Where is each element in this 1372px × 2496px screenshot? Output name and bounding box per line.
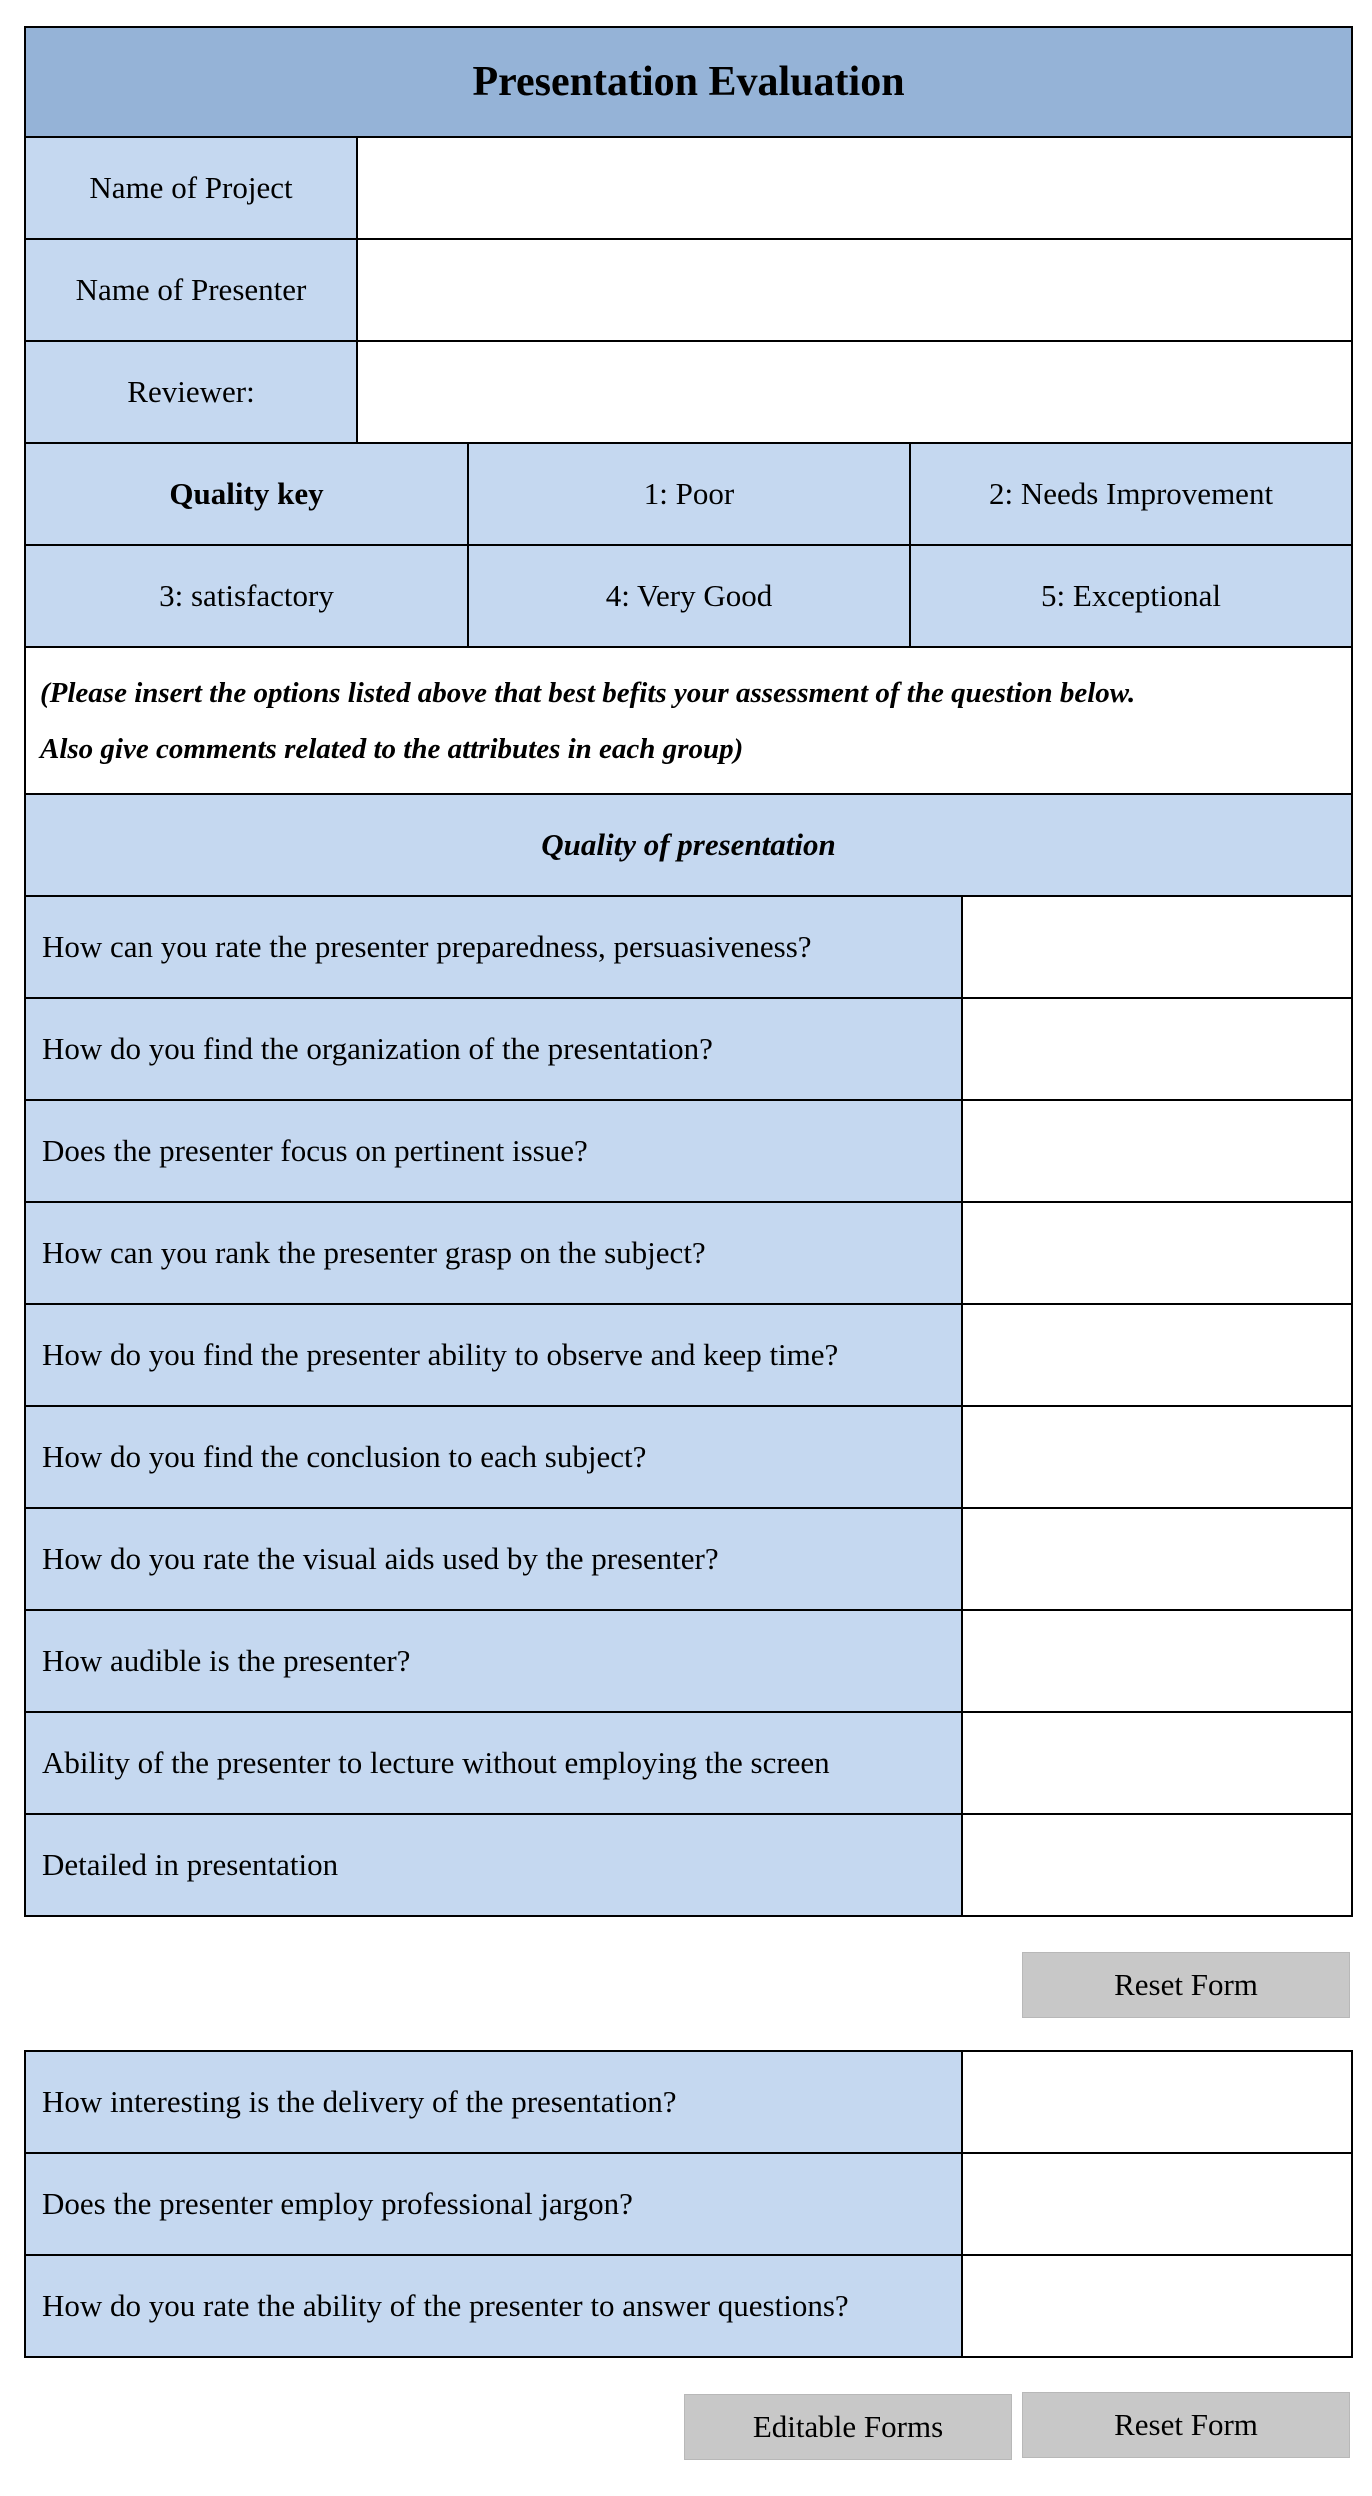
quality-key-option: 2: Needs Improvement [910,443,1352,545]
secondary-form-table [24,2050,1353,2358]
reviewer-label: Reviewer: [25,341,357,443]
question-answer-input[interactable] [962,998,1352,1100]
question-answer-input[interactable] [962,1202,1352,1304]
reset-form-button[interactable]: Reset Form [1022,2392,1350,2458]
question-label: How do you rate the visual aids used by the presenter? [25,1508,962,1610]
question-label: How interesting is the delivery of the presentation? [25,2051,962,2153]
project-name-input[interactable] [357,137,1352,239]
question-answer-input[interactable] [962,1406,1352,1508]
quality-key-option: 5: Exceptional [910,545,1352,647]
question-label: How can you rank the presenter grasp on the subject? [25,1202,962,1304]
presenter-name-label: Name of Presenter [25,239,357,341]
question-label: Does the presenter focus on pertinent issue? [25,1100,962,1202]
reset-form-button[interactable]: Reset Form [1022,1952,1350,2018]
reviewer-input[interactable] [357,341,1352,443]
instructions-note [25,647,1352,794]
question-answer-input[interactable] [962,2051,1352,2153]
question-label: How do you rate the ability of the presenter to answer questions? [25,2255,962,2357]
question-answer-input[interactable] [962,896,1352,998]
presenter-name-input[interactable] [357,239,1352,341]
quality-key-option: 4: Very Good [468,545,910,647]
project-name-label: Name of Project [25,137,357,239]
editable-forms-button[interactable]: Editable Forms [684,2394,1012,2460]
quality-key-heading: Quality key [25,443,468,545]
quality-key-option: 1: Poor [468,443,910,545]
quality-key-option: 3: satisfactory [25,545,468,647]
question-label: Detailed in presentation [25,1814,962,1916]
question-label: How can you rate the presenter preparedness, persuasiveness? [25,896,962,998]
question-answer-input[interactable] [962,1814,1352,1916]
main-form-table [24,26,1353,1917]
question-answer-input[interactable] [962,1610,1352,1712]
form-title: Presentation Evaluation [25,27,1352,137]
section-title: Quality of presentation [25,794,1352,896]
question-answer-input[interactable] [962,1100,1352,1202]
question-answer-input[interactable] [962,1712,1352,1814]
question-answer-input[interactable] [962,2153,1352,2255]
question-answer-input[interactable] [962,1304,1352,1406]
question-label: How do you find the presenter ability to observe and keep time? [25,1304,962,1406]
question-label: Ability of the presenter to lecture without employing the screen [25,1712,962,1814]
question-label: Does the presenter employ professional jargon? [25,2153,962,2255]
question-label: How do you find the conclusion to each subject? [25,1406,962,1508]
instructions-line-1: (Please insert the options listed above that best befits your assessment of the question below. [40,676,1136,709]
question-label: How do you find the organization of the presentation? [25,998,962,1100]
question-label: How audible is the presenter? [25,1610,962,1712]
instructions-line-2: Also give comments related to the attributes in each group) [40,732,744,765]
question-answer-input[interactable] [962,2255,1352,2357]
question-answer-input[interactable] [962,1508,1352,1610]
